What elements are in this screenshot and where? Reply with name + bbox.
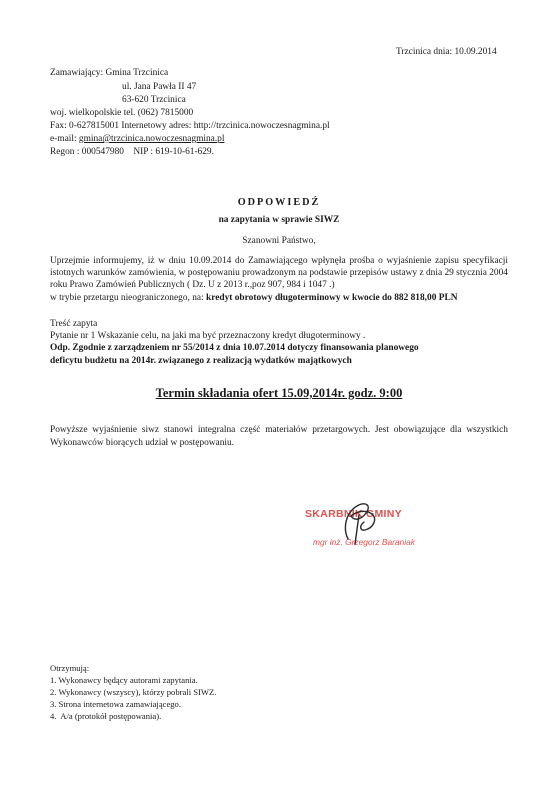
question-label: Treść zapyta <box>50 319 98 329</box>
recipients-label: Otrzymują: <box>50 663 90 673</box>
place-date: Trzcinica dnia: 10.09.2014 <box>396 47 497 57</box>
sender-line-2: ul. Jana Pawła II 47 <box>122 82 197 92</box>
document-subtitle: na zapytania w sprawie SIWZ <box>218 215 340 225</box>
document-title: ODPOWIEDŹ <box>237 197 321 208</box>
sender-line-7: Regon : 000547980 NIP : 619-10-61-629. <box>50 147 214 157</box>
stamp-title: SKARBNIK GMINY <box>305 508 402 520</box>
offer-deadline: Termin składania ofert 15.09,2014r. godz. 9:00 <box>155 386 403 400</box>
answer-line-2: deficytu budżetu na 2014r. związanego z realizacją wydatków majątkowych <box>50 356 352 366</box>
procedure-subject: kredyt obrotowy długoterminowy w kwocie do 882 818,00 PLN <box>206 293 458 303</box>
email-link[interactable]: gmina@trzcinica.nowoczesnagmina.pl <box>78 134 225 144</box>
recipient-item: 2. Wykonawcy (wszyscy), którzy pobrali SIWZ. <box>50 687 217 697</box>
closing-paragraph: Powyższe wyjaśnienie siwz stanowi integralna część materiałów przetargowych. Jest obowiązujące dla wszystkich Wykonawców biorących udział w postępowaniu. <box>50 425 508 448</box>
handwritten-signature <box>328 495 386 547</box>
sender-line-4: woj. wielkopolskie tel. (062) 7815000 <box>50 108 194 118</box>
email-label: e-mail: <box>50 134 77 144</box>
sender-line-1: Zamawiający: Gmina Trzcinica <box>50 68 169 78</box>
greeting: Szanowni Państwo, <box>242 236 316 246</box>
sender-line-5: Fax: 0-627815001 Internetowy adres: http://trzcinica.nowoczesnagmina.pl <box>50 121 330 131</box>
stamp-name: mgr inż. Grzegorz Baraniak <box>313 537 415 547</box>
intro-paragraph: Uprzejmie informujemy, iż w dniu 10.09.2014 do Zamawiającego wpłynęła prośba o wyjaśnienie zapisu specyfikacji istotnych warunków zamówienia, w postępowaniu prowadzonym na podstawie przepisów ustawy z dnia 29 stycznia 2004 roku Prawo Zamówień Publicznych ( Dz. U z 2013 r.,poz 907, 984 i 1047 .) <box>50 256 508 290</box>
procedure-mode-prefix: w trybie przetargu nieograniczonego, na: <box>50 293 207 303</box>
sender-line-3: 63-620 Trzcinica <box>122 95 186 105</box>
question-text: Pytanie nr 1 Wskazanie celu, na jaki ma być przeznaczony kredyt długoterminowy . <box>50 331 366 341</box>
recipient-item: 4. A/a (protokół postępowania). <box>50 711 162 721</box>
recipient-item: 3. Strona internetowa zamawiającego. <box>50 699 182 709</box>
procedure-mode-line <box>50 293 458 305</box>
recipient-item: 1. Wykonawcy będący autorami zapytania. <box>50 675 198 685</box>
sender-email-line <box>50 133 224 145</box>
answer-line-1: Odp. Zgodnie z zarządzeniem nr 55/2014 z dnia 10.07.2014 dotyczy finansowania planowego <box>50 343 419 353</box>
